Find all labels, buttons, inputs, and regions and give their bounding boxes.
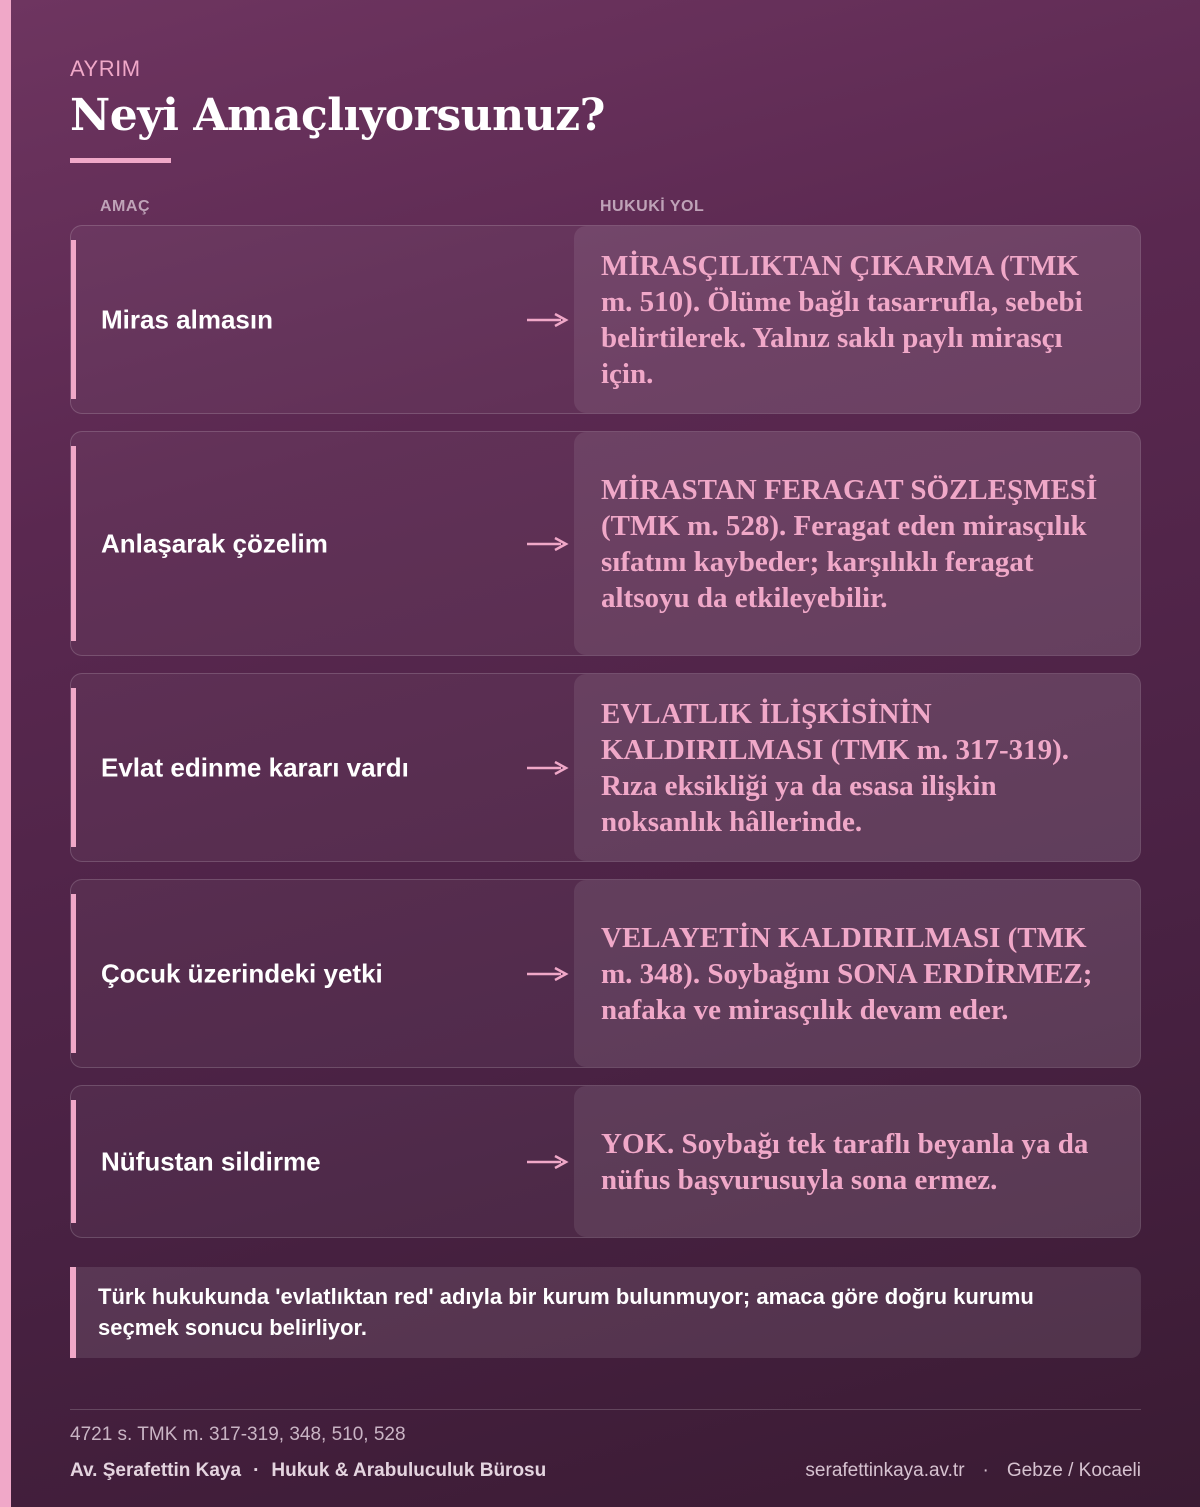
footer-separator: · [982,1460,989,1481]
goal-label: Çocuk üzerindeki yetki [101,958,383,988]
row-accent-bar [71,240,76,399]
left-accent-stripe [0,0,11,1507]
column-header-goal: AMAÇ [100,198,150,215]
legal-path-text: VELAYETİN KALDIRILMASI (TMK m. 348). Soybağını SONA ERDİRMEZ; nafaka ve mirasçılık devam eder. [601,921,1093,1026]
row-accent-bar [71,446,76,641]
summary-note: Türk hukukunda 'evlatlıktan red' adıyla bir kurum bulunmuyor; amaca göre doğru kurumu seçmek sonucu belirliyor. [70,1267,1141,1358]
legal-path-box [574,880,1140,1067]
legal-path-box [574,674,1140,861]
goal-label: Anlaşarak çözelim [101,528,328,558]
row-accent-bar [71,894,76,1053]
legal-path-box [574,226,1140,413]
legal-references: 4721 s. TMK m. 317-319, 348, 510, 528 [70,1424,406,1445]
author-name: Av. Şerafettin Kaya [70,1460,242,1481]
website-link[interactable]: serafettinkaya.av.tr [805,1460,965,1481]
legal-path-text: MİRASÇILIKTAN ÇIKARMA (TMK m. 510). Ölüme bağlı tasarrufla, sebebi belirtilerek. Yalnız saklı paylı mirasçı için. [601,249,1083,390]
arrow-right-icon [527,967,569,981]
footer-author-block [70,1460,546,1482]
row-accent-bar [71,688,76,847]
title-underline [70,158,171,163]
legal-path-text: YOK. Soybağı tek taraflı beyanla ya da nüfus başvurusuyla sona ermez. [601,1127,1089,1196]
goal-row [70,225,1141,414]
location-label: Gebze / Kocaeli [1006,1460,1141,1481]
goal-row [70,673,1141,862]
goal-label: Nüfustan sildirme [101,1146,321,1176]
footer-contact-block [805,1460,1141,1482]
arrow-right-icon [527,313,569,327]
section-eyebrow: AYRIM [70,56,141,81]
goal-label: Miras almasın [101,304,273,334]
goal-label: Evlat edinme kararı vardı [101,752,409,782]
footer-separator: · [253,1460,260,1481]
legal-path-box [574,1086,1140,1237]
goal-row [70,1085,1141,1238]
legal-path-text: MİRASTAN FERAGAT SÖZLEŞMESİ (TMK m. 528). Feragat eden mirasçılık sıfatını kaybeder; karşılıklı feragat altsoyu da etkileyebilir. [601,473,1098,614]
goal-row [70,879,1141,1068]
page-title: Neyi Amaçlıyorsunuz? [70,90,605,141]
legal-path-box [574,432,1140,655]
arrow-right-icon [527,537,569,551]
arrow-right-icon [527,1155,569,1169]
firm-name: Hukuk & Arabuluculuk Bürosu [271,1460,547,1481]
footer-divider [70,1409,1141,1410]
row-accent-bar [71,1100,76,1223]
arrow-right-icon [527,761,569,775]
goal-path-list [70,225,1141,1255]
legal-path-text: EVLATLIK İLİŞKİSİNİN KALDIRILMASI (TMK m. 317-319). Rıza eksikliği ya da esasa ilişkin noksanlık hâllerinde. [601,697,1070,838]
goal-row [70,431,1141,656]
column-header-legal-path: HUKUKİ YOL [600,198,705,215]
